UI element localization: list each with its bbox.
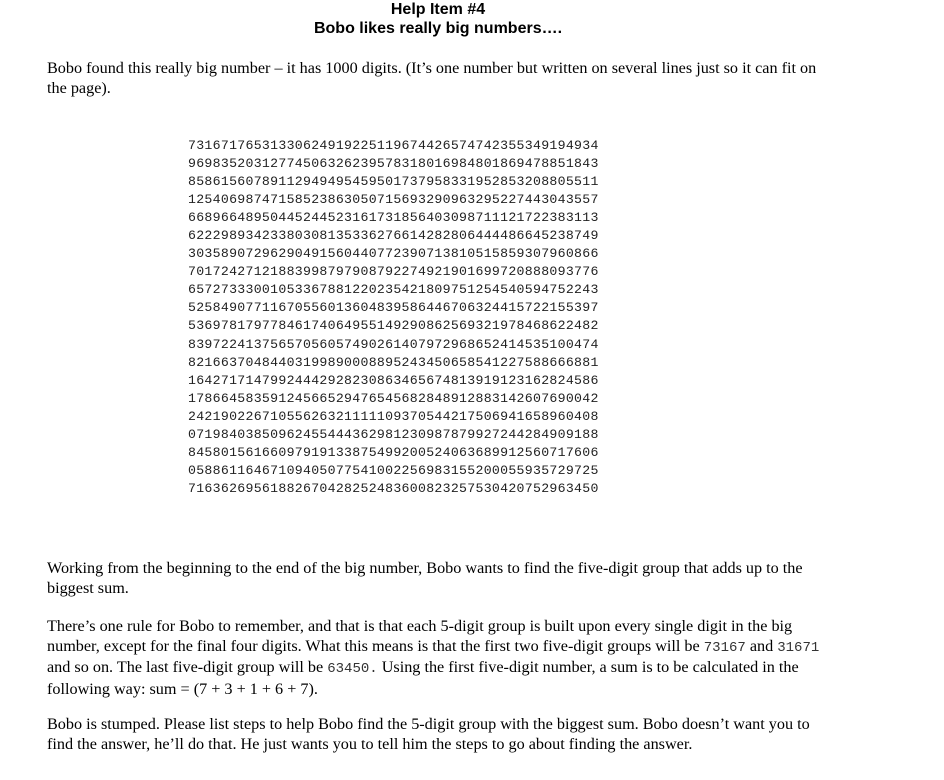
last-group-code: 63450. <box>327 661 378 677</box>
big-number-line: 65727333001053367881220235421809751254540594752243 <box>188 282 599 298</box>
big-number-line: 52584907711670556013604839586446706324415722155397 <box>188 300 599 316</box>
big-number-line: 53697817977846174064955149290862569321978468622482 <box>188 318 599 334</box>
big-number-line: 73167176531330624919225119674426574742355349194934 <box>188 138 599 153</box>
big-number-line: 83972241375657056057490261407972968652414535100474 <box>188 336 599 352</box>
second-group-code: 31671 <box>777 639 820 656</box>
rule-text-3: and so on. The last five-digit group will be <box>47 658 328 676</box>
big-number-line: 82166370484403199890008895243450658541227588666881 <box>188 354 599 370</box>
big-number-line: 66896648950445244523161731856403098711121722383113 <box>188 210 599 226</box>
big-number-line: 84580156166097919133875499200524063689912560717606 <box>188 444 599 460</box>
big-number-line: 30358907296290491560440772390713810515859307960866 <box>188 246 599 262</box>
rule-text-4: Using the first five-digit number, a sum is to be calculated in the following way: sum = (7 + 3 + 1 + 6 + 7). <box>47 658 799 698</box>
rule-paragraph <box>47 617 837 699</box>
rule-text-1: There’s one rule for Bobo to remember, and that is that each 5-digit group is built upon every single digit in the big number, except for the final four digits. What this means is that the first two five-digit groups will be <box>47 617 793 655</box>
help-item-subtitle: Bobo likes really big numbers…. <box>313 20 563 37</box>
first-group-code: 73167 <box>703 639 746 656</box>
big-number-line: 96983520312774506326239578318016984801869478851843 <box>188 156 599 172</box>
big-number-block <box>188 137 599 498</box>
working-paragraph: Working from the beginning to the end of the big number, Bobo wants to find the five-digit group that adds up to the biggest sum. <box>47 559 803 597</box>
big-number-line: 05886116467109405077541002256983155200055935729725 <box>188 462 599 478</box>
big-number-line: 85861560789112949495459501737958331952853208805511 <box>188 174 599 190</box>
help-item-title: Help Item #4 <box>390 1 486 18</box>
big-number-line: 24219022671055626321111109370544217506941658960408 <box>188 408 599 424</box>
big-number-line: 17866458359124566529476545682848912883142607690042 <box>188 390 599 406</box>
big-number-line: 07198403850962455444362981230987879927244284909188 <box>188 426 599 442</box>
stumped-paragraph: Bobo is stumped. Please list steps to help Bobo find the 5-digit group with the biggest sum. Bobo doesn’t want you to find the answer, he’ll do that. He just wants you to tell him the steps to go about finding the answer. <box>47 715 810 753</box>
intro-paragraph: Bobo found this really big number – it has 1000 digits. (It’s one number but written on several lines just so it can fit on the page). <box>47 59 817 97</box>
big-number-line: 16427171479924442928230863465674813919123162824586 <box>188 372 599 388</box>
big-number-line: 70172427121883998797908792274921901699720888093776 <box>188 264 599 280</box>
big-number-line: 71636269561882670428252483600823257530420752963450 <box>188 480 599 496</box>
big-number-line: 12540698747158523863050715693290963295227443043557 <box>188 192 599 208</box>
rule-text-2: and <box>745 636 778 655</box>
big-number-line: 62229893423380308135336276614282806444486645238749 <box>188 228 599 244</box>
